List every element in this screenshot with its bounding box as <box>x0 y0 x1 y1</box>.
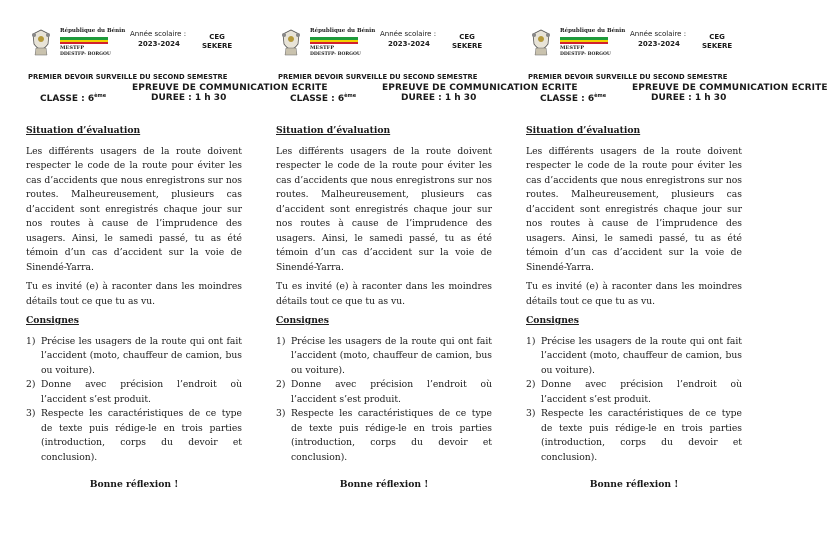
republic-label: République du Bénin <box>560 28 626 34</box>
exam-title: PREMIER DEVOIR SURVEILLE DU SECOND SEMESTRE <box>528 73 728 81</box>
benin-flag-icon <box>310 37 358 44</box>
school-year-label: Année scolaire : <box>130 30 187 38</box>
ministry-label: MESTFP <box>560 45 584 51</box>
duration-label: DUREE : 1 h 30 <box>651 93 727 103</box>
consignes-list <box>26 335 242 466</box>
consignes-heading: Consignes <box>276 315 329 326</box>
exam-subject: EPREUVE DE COMMUNICATION ECRITE <box>632 83 828 93</box>
task-paragraph: Tu es invité (e) à raconter dans les moindres détails tout ce que tu as vu. <box>526 281 742 307</box>
exam-sheet-1 <box>0 0 328 543</box>
ministry-label: MESTFP <box>60 45 84 51</box>
consignes-heading: Consignes <box>526 315 579 326</box>
duration-label: DUREE : 1 h 30 <box>401 93 477 103</box>
situation-paragraph: Les différents usagers de la route doivent respecter le code de la route pour éviter les cas d’accidents que nous enregistrons sur nos routes. Malheureusement, plusieurs cas d’accident sont enregistrés chaque jour sur nos routes à cause de l’imprudence des usagers. Ainsi, le samedi passé, tu as été témoin d’un cas d’accident sur la voie de Sinendé-Yarra. <box>276 145 492 273</box>
exam-sheet-2 <box>250 0 578 543</box>
school-name: CEG SEKERE <box>702 33 733 50</box>
direction-label: DDESTFP- BORGOU <box>560 52 611 57</box>
benin-flag-icon <box>560 37 608 44</box>
sheet-header <box>30 28 246 62</box>
republic-label: République du Bénin <box>60 28 126 34</box>
closing-text: Bonne réflexion ! <box>339 479 429 490</box>
exam-sheet-3 <box>500 0 828 543</box>
exam-title: PREMIER DEVOIR SURVEILLE DU SECOND SEMESTRE <box>28 73 228 81</box>
benin-coat-of-arms-icon <box>280 28 302 58</box>
list-item: 1) Précise les usagers de la route qui ont fait l’accident (moto, chauffeur de camion, bus ou voiture). <box>26 335 242 376</box>
situation-heading: Situation d’évaluation <box>26 125 141 136</box>
school-name: CEG SEKERE <box>202 33 233 50</box>
class-label: CLASSE : 6ème <box>40 93 107 104</box>
list-item: 1) Précise les usagers de la route qui ont fait l’accident (moto, chauffeur de camion, bus ou voiture). <box>276 335 492 376</box>
benin-coat-of-arms-icon <box>30 28 52 58</box>
closing-text: Bonne réflexion ! <box>89 479 179 490</box>
situation-paragraph: Les différents usagers de la route doivent respecter le code de la route pour éviter les cas d’accidents que nous enregistrons sur nos routes. Malheureusement, plusieurs cas d’accident sont enregistrés chaque jour sur nos routes à cause de l’imprudence des usagers. Ainsi, le samedi passé, tu as été témoin d’un cas d’accident sur la voie de Sinendé-Yarra. <box>26 145 242 273</box>
school-year-label: Année scolaire : <box>380 30 437 38</box>
consignes-list <box>526 335 742 466</box>
exam-body <box>276 124 492 493</box>
list-item: 3) Respecte les caractéristiques de ce type de texte puis rédige-le en trois parties (introduction, corps du devoir et conclusion). <box>26 408 242 463</box>
ministry-label: MESTFP <box>310 45 334 51</box>
exam-subject: EPREUVE DE COMMUNICATION ECRITE <box>382 83 578 93</box>
list-item: 2) Donne avec précision l’endroit où l’accident s’est produit. <box>26 379 242 405</box>
school-year-value: 2023-2024 <box>138 40 180 48</box>
class-label: CLASSE : 6ème <box>540 93 607 104</box>
consignes-list <box>276 335 492 466</box>
task-paragraph: Tu es invité (e) à raconter dans les moindres détails tout ce que tu as vu. <box>276 281 492 307</box>
list-item: 2) Donne avec précision l’endroit où l’accident s’est produit. <box>526 379 742 405</box>
consignes-heading: Consignes <box>26 315 79 326</box>
school-name: CEG SEKERE <box>452 33 483 50</box>
exam-title: PREMIER DEVOIR SURVEILLE DU SECOND SEMESTRE <box>278 73 478 81</box>
republic-label: République du Bénin <box>310 28 376 34</box>
school-year-value: 2023-2024 <box>388 40 430 48</box>
list-item: 1) Précise les usagers de la route qui ont fait l’accident (moto, chauffeur de camion, bus ou voiture). <box>526 335 742 376</box>
sheet-header <box>280 28 496 62</box>
sheet-header <box>530 28 746 62</box>
exam-body <box>526 124 742 493</box>
exam-subject: EPREUVE DE COMMUNICATION ECRITE <box>132 83 328 93</box>
situation-paragraph: Les différents usagers de la route doivent respecter le code de la route pour éviter les cas d’accidents que nous enregistrons sur nos routes. Malheureusement, plusieurs cas d’accident sont enregistrés chaque jour sur nos routes à cause de l’imprudence des usagers. Ainsi, le samedi passé, tu as été témoin d’un cas d’accident sur la voie de Sinendé-Yarra. <box>526 145 742 273</box>
situation-heading: Situation d’évaluation <box>276 125 391 136</box>
exam-body <box>26 124 242 493</box>
closing-text: Bonne réflexion ! <box>589 479 679 490</box>
school-year-label: Année scolaire : <box>630 30 687 38</box>
school-year-value: 2023-2024 <box>638 40 680 48</box>
class-label: CLASSE : 6ème <box>290 93 357 104</box>
list-item: 3) Respecte les caractéristiques de ce type de texte puis rédige-le en trois parties (introduction, corps du devoir et conclusion). <box>526 408 742 463</box>
direction-label: DDESTFP- BORGOU <box>60 52 111 57</box>
list-item: 2) Donne avec précision l’endroit où l’accident s’est produit. <box>276 379 492 405</box>
benin-coat-of-arms-icon <box>530 28 552 58</box>
direction-label: DDESTFP- BORGOU <box>310 52 361 57</box>
task-paragraph: Tu es invité (e) à raconter dans les moindres détails tout ce que tu as vu. <box>26 281 242 307</box>
list-item: 3) Respecte les caractéristiques de ce type de texte puis rédige-le en trois parties (introduction, corps du devoir et conclusion). <box>276 408 492 463</box>
benin-flag-icon <box>60 37 108 44</box>
duration-label: DUREE : 1 h 30 <box>151 93 227 103</box>
situation-heading: Situation d’évaluation <box>526 125 641 136</box>
